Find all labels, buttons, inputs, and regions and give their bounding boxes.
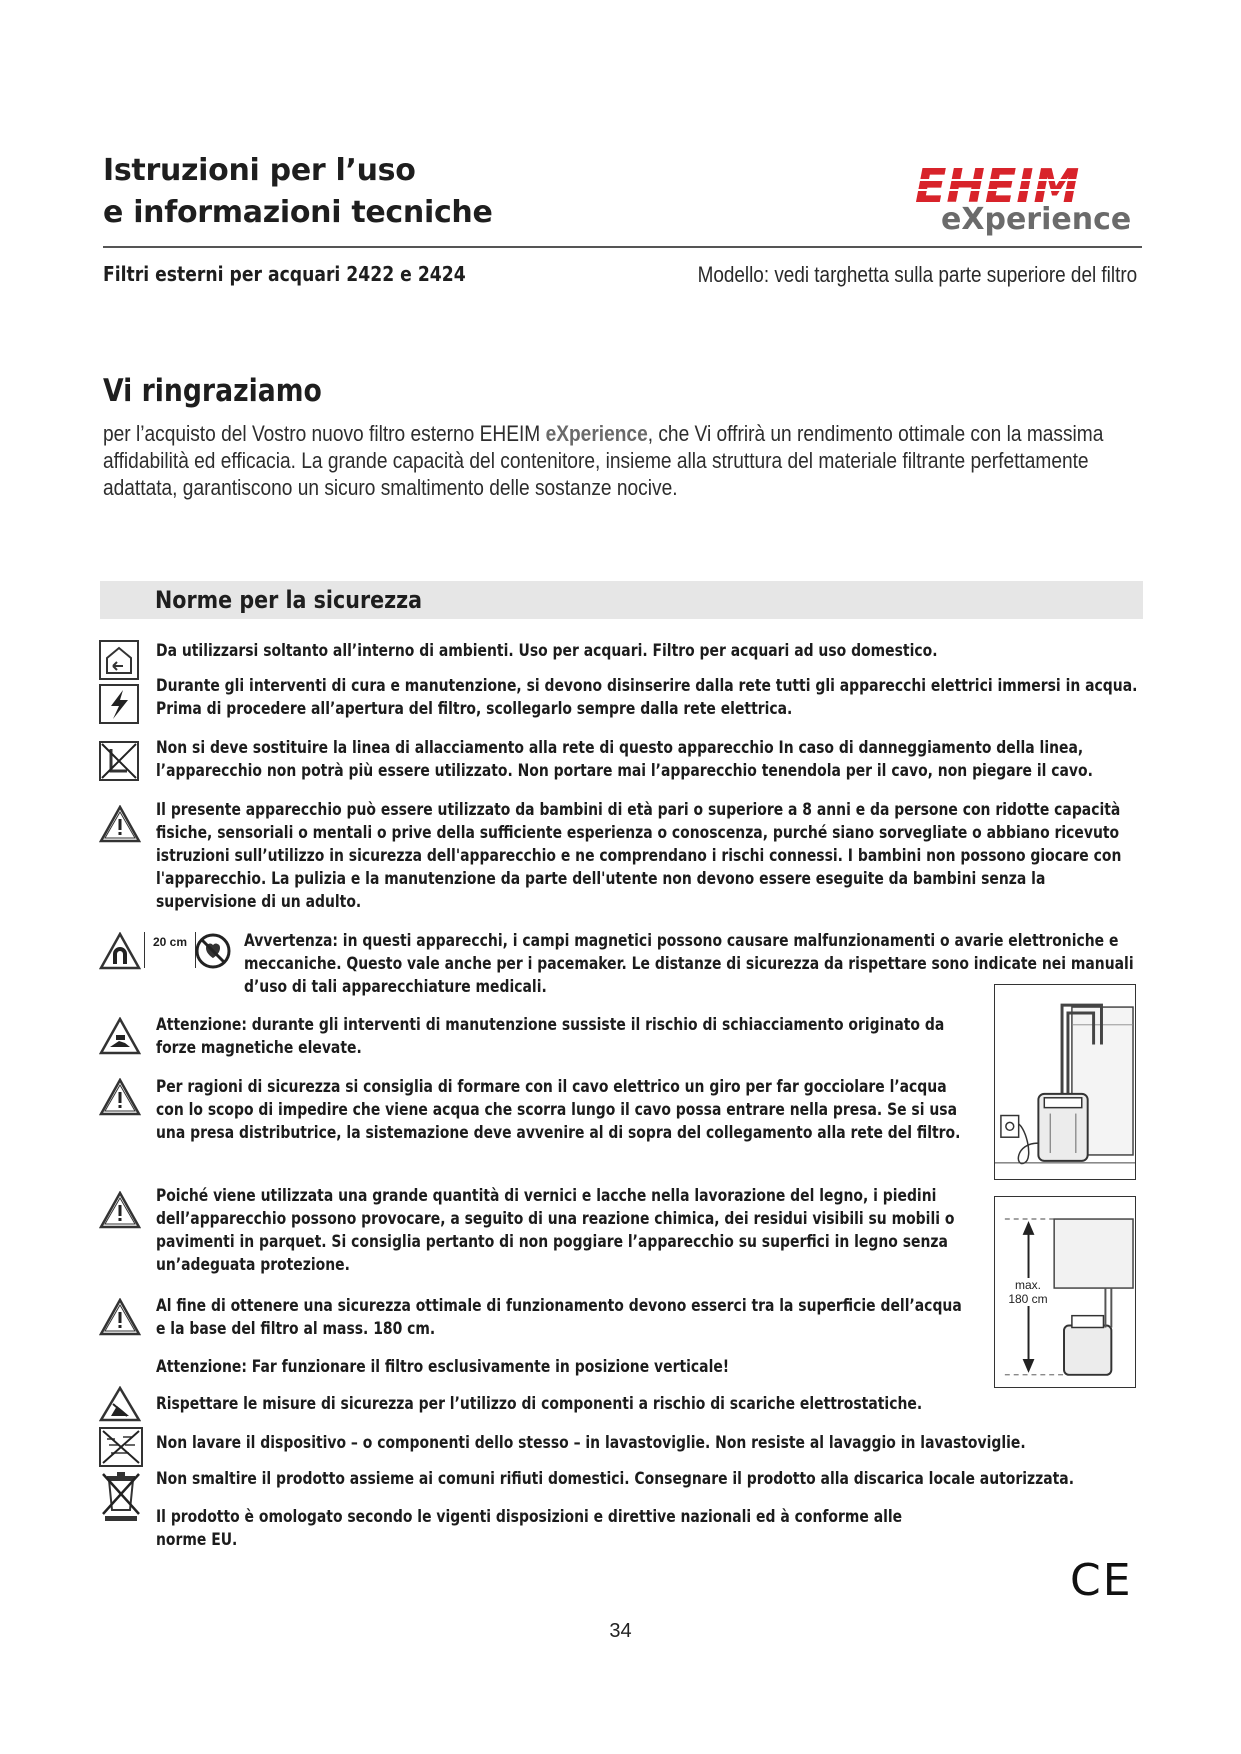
drip-loop-figure (994, 984, 1136, 1180)
electric-hazard-icon (99, 684, 139, 724)
safety-item-9: Al fine di ottenere una sicurezza ottimale di funzionamento devono esserci tra la superficie dell’acqua e la base del filtro al mass. 180 cm. (156, 1296, 962, 1339)
warning-icon (99, 1078, 141, 1116)
title-line-2: e informazioni tecniche (103, 195, 493, 230)
safety-item-6: Attenzione: durante gli interventi di manutenzione sussiste il rischio di schiacciamento originato da forze magnetiche elevate. (156, 1015, 945, 1058)
weee-bin-icon (99, 1470, 143, 1522)
safety-item-1: Da utilizzarsi soltanto all’interno di ambienti. Uso per acquari. Filtro per acquari ad uso domestico. (156, 641, 938, 661)
esd-warning-icon (99, 1386, 141, 1422)
no-dishwasher-icon (99, 1427, 143, 1467)
ce-mark: CE (1070, 1555, 1133, 1606)
thanks-brand: eXperience (545, 421, 648, 446)
safety-title: Norme per la sicurezza (155, 586, 423, 614)
max-label-line-1: max. (1014, 1278, 1041, 1292)
distance-label: 20 cm (144, 932, 196, 968)
logo-sub-text: eXperience (941, 202, 1132, 237)
safety-item-13: Non smaltire il prodotto assieme ai comuni rifiuti domestici. Consegnare il prodotto alla discarica locale autorizzata. (156, 1469, 1075, 1489)
product-subtitle: Filtri esterni per acquari 2422 e 2424 (103, 262, 466, 286)
safety-item-4: Il presente apparecchio può essere utilizzato da bambini di età pari o superiore a 8 anni e da persone con ridotte capacità fisiche, sensoriali o mentali o prive della sufficiente esperienza o conoscenza, purché siano sorvegliate o abbiano ricevuto istruzioni sull’utilizzo in sicurezza dell'apparecchio e ne comprendano i rischi connessi. I bambini non possono giocare con l'apparecchio. La pulizia e la manutenzione da parte dell'utente non devono essere eseguite da bambini senza la supervisione di un adulto. (156, 800, 1122, 912)
page-title (103, 150, 493, 234)
safety-item-11: Rispettare le misure di sicurezza per l’utilizzo di componenti a rischio di scariche elettrostatiche. (156, 1394, 923, 1414)
warning-icon (99, 1298, 141, 1336)
indoor-use-icon (99, 640, 139, 680)
magnetic-warning-icon (99, 932, 141, 970)
safety-item-12: Non lavare il dispositivo – o componenti dello stesso – in lavastoviglie. Non resiste al lavaggio in lavastoviglie. (156, 1433, 1026, 1453)
no-pacemaker-icon (194, 932, 232, 970)
thanks-paragraph (103, 420, 1143, 501)
eheim-logo (905, 160, 1145, 240)
header-divider (103, 246, 1142, 248)
safety-item-3: Non si deve sostituire la linea di allacciamento alla rete di questo apparecchio In caso di danneggiamento della linea, l’apparecchio non potrà più essere utilizzato. Non portare mai l’apparecchio tenendola per il cavo, non piegare il cavo. (156, 738, 1093, 781)
thanks-heading: Vi ringraziamo (103, 373, 322, 409)
safety-item-14: Il prodotto è omologato secondo le vigenti disposizioni e direttive nazionali ed à conforme alle norme EU. (156, 1507, 903, 1550)
max-height-label (1003, 1278, 1053, 1306)
max-label-line-2: 180 cm (1008, 1292, 1048, 1306)
title-line-1: Istruzioni per l’uso (103, 153, 416, 188)
warning-icon (99, 805, 141, 843)
safety-item-10: Attenzione: Far funzionare il filtro esclusivamente in posizione verticale! (156, 1357, 730, 1377)
page-number: 34 (609, 1620, 632, 1642)
warning-icon (99, 1191, 141, 1229)
safety-item-2: Durante gli interventi di cura e manutenzione, si devono disinserire dalla rete tutti gli apparecchi elettrici immersi in acqua. Prima di procedere all’apertura del filtro, scollegarlo sempre dalla rete elettrica. (156, 676, 1138, 719)
thanks-text-2: , che Vi offrirà un rendimento ottimale con la massima affidabilità ed efficacia. La grande capacità del contenitore, insieme alla struttura del materiale filtrante perfettamente adattata, garantiscono un sicuro smaltimento delle sostanze nocive. (103, 421, 1104, 500)
logo-brand-text: EHEIM (915, 160, 1080, 213)
safety-item-5: Avvertenza: in questi apparecchi, i campi magnetici possono causare malfunzionamenti o avarie elettroniche e meccaniche. Questo vale anche per i pacemaker. Le distanze di sicurezza da rispettare sono indicate nei manuali d’uso di tali apparecchiature medicali. (244, 931, 1134, 997)
safety-item-7: Per ragioni di sicurezza si consiglia di formare con il cavo elettrico un giro per far gocciolare l’acqua con lo scopo di impedire che viene acqua che scorra lungo il cavo possa entrare nella presa. Se si usa una presa distributrice, la sistemazione deve avvenire al di sopra del collegamento alla rete del filtro. (156, 1077, 961, 1143)
thanks-text-1: per l’acquisto del Vostro nuovo filtro esterno EHEIM (103, 421, 546, 446)
crush-hazard-icon (99, 1017, 141, 1055)
safety-item-8: Poiché viene utilizzata una grande quantità di vernici e lacche nella lavorazione del legno, i piedini dell’apparecchio possono provocare, a seguito di una reazione chimica, dei residui visibili su mobili o pavimenti in parquet. Si consiglia pertanto di non poggiare l’apparecchio su superfici in legno senza un’adeguata protezione. (156, 1186, 955, 1275)
no-cable-replace-icon (99, 741, 139, 781)
model-note: Modello: vedi targhetta sulla parte superiore del filtro (697, 262, 1137, 287)
